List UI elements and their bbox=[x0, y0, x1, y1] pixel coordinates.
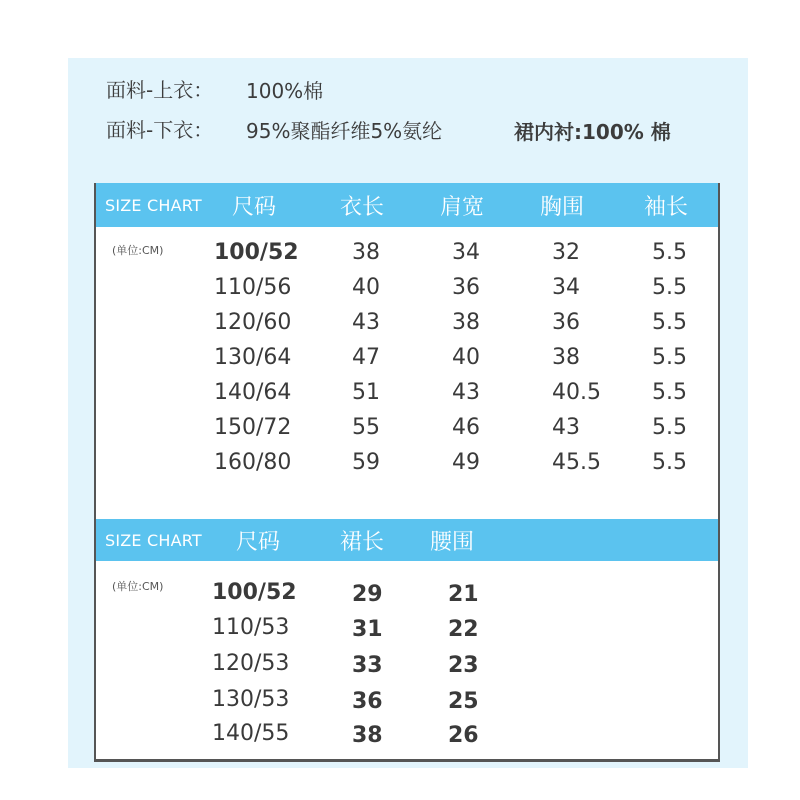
top-size-chart-header bbox=[96, 183, 718, 227]
cell-chest: 43 bbox=[552, 415, 580, 440]
cell-waist: 26 bbox=[448, 723, 479, 748]
cell-waist: 21 bbox=[448, 582, 479, 607]
cell-chest: 38 bbox=[552, 345, 580, 370]
cell-size: 100/52 bbox=[212, 580, 297, 605]
bottom-size-chart-header bbox=[96, 519, 718, 561]
cell-size: 160/80 bbox=[214, 450, 292, 475]
cell-chest: 32 bbox=[552, 240, 580, 265]
header-shoulder: 肩宽 bbox=[440, 194, 485, 220]
cell-length: 59 bbox=[352, 450, 380, 475]
cell-sleeve: 5.5 bbox=[652, 450, 687, 475]
cell-size: 130/64 bbox=[214, 345, 292, 370]
cell-length: 51 bbox=[352, 380, 380, 405]
cell-waist: 25 bbox=[448, 689, 479, 714]
cell-shoulder: 49 bbox=[452, 450, 480, 475]
bottom-size-chart bbox=[94, 519, 720, 762]
top-size-chart bbox=[94, 183, 720, 519]
cell-shoulder: 43 bbox=[452, 380, 480, 405]
cell-shoulder: 38 bbox=[452, 310, 480, 335]
unit-label: (单位:CM) bbox=[112, 580, 164, 593]
cell-chest: 36 bbox=[552, 310, 580, 335]
cell-length: 47 bbox=[352, 345, 380, 370]
cell-sleeve: 5.5 bbox=[652, 275, 687, 300]
cell-length: 43 bbox=[352, 310, 380, 335]
header-size: 尺码 bbox=[232, 194, 277, 220]
cell-size: 110/56 bbox=[214, 275, 292, 300]
cell-sleeve: 5.5 bbox=[652, 415, 687, 440]
cell-sleeve: 5.5 bbox=[652, 240, 687, 265]
cell-sleeve: 5.5 bbox=[652, 345, 687, 370]
cell-sleeve: 5.5 bbox=[652, 310, 687, 335]
cell-size: 140/55 bbox=[212, 721, 290, 746]
cell-shoulder: 36 bbox=[452, 275, 480, 300]
cell-skirt-length: 36 bbox=[352, 689, 383, 714]
cell-chest: 40.5 bbox=[552, 380, 601, 405]
fabric-bottom-label: 面料-下衣： bbox=[106, 118, 214, 142]
unit-label: (单位:CM) bbox=[112, 244, 164, 257]
cell-waist: 23 bbox=[448, 653, 479, 678]
fabric-top-value: 100%棉 bbox=[246, 79, 324, 103]
size-chart-title: SIZE CHART bbox=[105, 195, 202, 215]
cell-shoulder: 34 bbox=[452, 240, 480, 265]
cell-size: 140/64 bbox=[214, 380, 292, 405]
cell-size: 130/53 bbox=[212, 687, 290, 712]
header-chest: 胸围 bbox=[540, 194, 585, 220]
cell-skirt-length: 33 bbox=[352, 653, 383, 678]
cell-size: 100/52 bbox=[214, 240, 299, 265]
cell-size: 120/53 bbox=[212, 651, 290, 676]
header-size: 尺码 bbox=[236, 529, 281, 555]
cell-length: 40 bbox=[352, 275, 380, 300]
header-length: 衣长 bbox=[340, 194, 385, 220]
cell-size: 120/60 bbox=[214, 310, 292, 335]
cell-chest: 45.5 bbox=[552, 450, 601, 475]
header-sleeve: 袖长 bbox=[644, 194, 689, 220]
cell-length: 55 bbox=[352, 415, 380, 440]
fabric-top-label: 面料-上衣： bbox=[106, 78, 214, 102]
cell-size: 150/72 bbox=[214, 415, 292, 440]
cell-shoulder: 46 bbox=[452, 415, 480, 440]
lining-info: 裙内衬:100% 棉 bbox=[514, 120, 671, 144]
size-chart-title: SIZE CHART bbox=[105, 530, 202, 550]
cell-length: 38 bbox=[352, 240, 380, 265]
cell-chest: 34 bbox=[552, 275, 580, 300]
cell-shoulder: 40 bbox=[452, 345, 480, 370]
fabric-bottom-value: 95%聚酯纤维5%氨纶 bbox=[246, 119, 443, 143]
cell-waist: 22 bbox=[448, 617, 479, 642]
header-waist: 腰围 bbox=[430, 529, 475, 555]
cell-skirt-length: 31 bbox=[352, 617, 383, 642]
cell-size: 110/53 bbox=[212, 615, 290, 640]
cell-skirt-length: 38 bbox=[352, 723, 383, 748]
cell-skirt-length: 29 bbox=[352, 582, 383, 607]
cell-sleeve: 5.5 bbox=[652, 380, 687, 405]
header-skirt-length: 裙长 bbox=[340, 529, 385, 555]
